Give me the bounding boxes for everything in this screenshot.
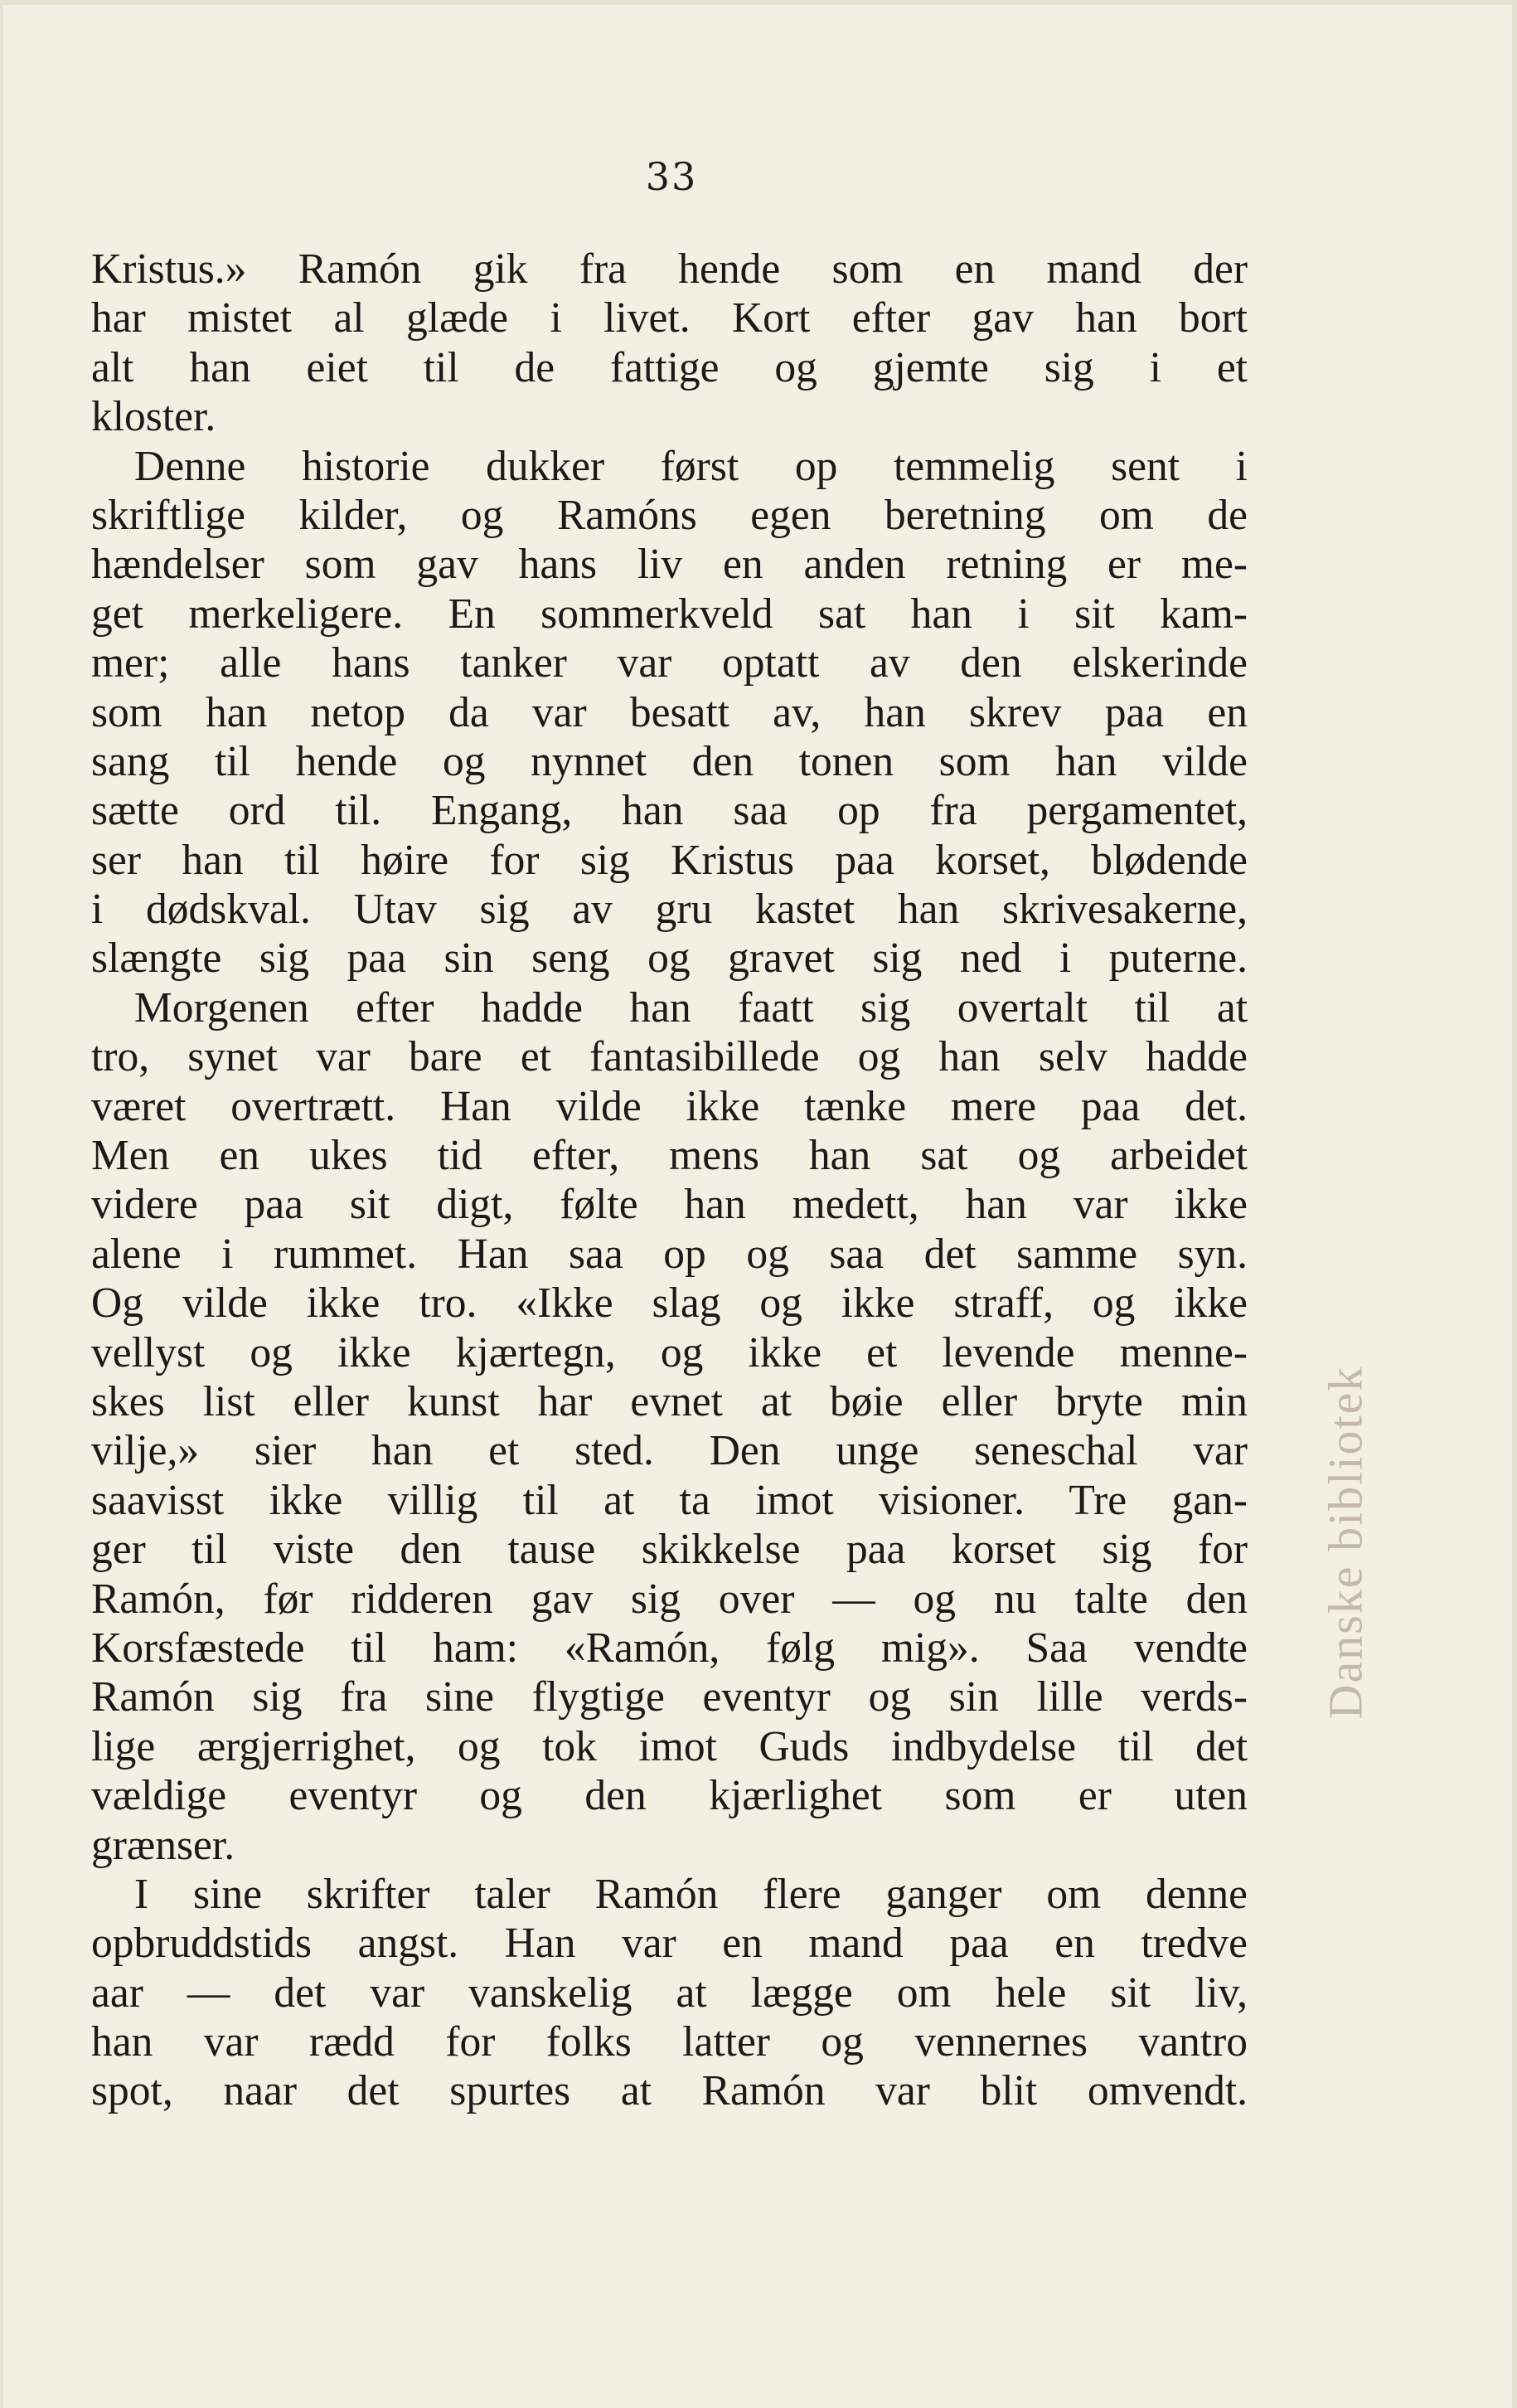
text-line: som han netop da var besatt av, han skrev paa en [91, 688, 1248, 736]
page-edge-top [0, 0, 1517, 5]
text-line: saavisst ikke villig til at ta imot visioner. Tre gan- [91, 1476, 1248, 1524]
text-line: Og vilde ikke tro. «Ikke slag og ikke straff, og ikke [91, 1279, 1248, 1328]
text-line: alt han eiet til de fattige og gjemte sig i et [91, 343, 1248, 391]
text-line: Men en ukes tid efter, mens han sat og arbeidet [91, 1132, 1248, 1180]
text-line: alene i rummet. Han saa op og saa det samme syn. [91, 1230, 1248, 1278]
text-line: skes list eller kunst har evnet at bøie eller bryte min [91, 1377, 1248, 1425]
body-text [91, 245, 1248, 2116]
text-line: videre paa sit digt, følte han medett, han var ikke [91, 1181, 1248, 1229]
page-number: 33 [645, 154, 698, 199]
text-line: vilje,» sier han et sted. Den unge seneschal var [91, 1427, 1248, 1475]
text-line: vældige eventyr og den kjærlighet som er uten [91, 1772, 1248, 1820]
text-line: Morgenen efter hadde han faatt sig overtalt til at [134, 983, 1248, 1032]
text-line: Denne historie dukker først op temmelig sent i [134, 442, 1248, 490]
text-line: været overtrætt. Han vilde ikke tænke mere paa det. [91, 1082, 1248, 1130]
text-line: Kristus.» Ramón gik fra hende som en mand der [91, 245, 1248, 293]
text-line: tro, synet var bare et fantasibillede og han selv hadde [91, 1033, 1248, 1081]
text-line: lige ærgjerrighet, og tok imot Guds indbydelse til det [91, 1722, 1248, 1770]
page-edge-left [0, 0, 3, 2408]
text-line: opbruddstids angst. Han var en mand paa en tredve [91, 1920, 1248, 1968]
text-line: vellyst og ikke kjærtegn, og ikke et levende menne- [91, 1328, 1248, 1376]
text-line: I sine skrifter taler Ramón flere ganger om denne [134, 1870, 1248, 1918]
text-line: ger til viste den tause skikkelse paa korset sig for [91, 1526, 1248, 1574]
text-line: Ramón sig fra sine flygtige eventyr og sin lille verds- [91, 1673, 1248, 1721]
text-line: grænser. [91, 1821, 235, 1869]
library-stamp [1308, 1269, 1383, 1816]
text-line: har mistet al glæde i livet. Kort efter gav han bort [91, 294, 1248, 342]
text-line: get merkeligere. En sommerkveld sat han i sit kam- [91, 590, 1248, 638]
page-edge-right [1512, 0, 1517, 2408]
text-line: mer; alle hans tanker var optatt av den elskerinde [91, 639, 1248, 687]
text-line: Korsfæstede til ham: «Ramón, følg mig». Saa vendte [91, 1624, 1248, 1672]
text-line: spot, naar det spurtes at Ramón var blit omvendt. [91, 2067, 1248, 2115]
text-line: hændelser som gav hans liv en anden retning er me- [91, 541, 1248, 589]
text-line: kloster. [91, 393, 216, 441]
library-stamp-text: Danske bibliotek [1318, 1365, 1373, 1720]
text-line: skriftlige kilder, og Ramóns egen beretning om de [91, 491, 1248, 539]
text-line: sang til hende og nynnet den tonen som han vilde [91, 737, 1248, 785]
text-line: han var rædd for folks latter og vennernes vantro [91, 2018, 1248, 2066]
text-line: ser han til høire for sig Kristus paa korset, blødende [91, 836, 1248, 884]
text-line: Ramón, før ridderen gav sig over — og nu talte den [91, 1575, 1248, 1623]
text-line: aar — det var vanskelig at lægge om hele sit liv, [91, 1969, 1248, 2017]
text-line: i dødskval. Utav sig av gru kastet han skrivesakerne, [91, 886, 1248, 934]
text-line: sætte ord til. Engang, han saa op fra pergamentet, [91, 787, 1248, 835]
text-line: slængte sig paa sin seng og gravet sig ned i puterne. [91, 935, 1248, 983]
